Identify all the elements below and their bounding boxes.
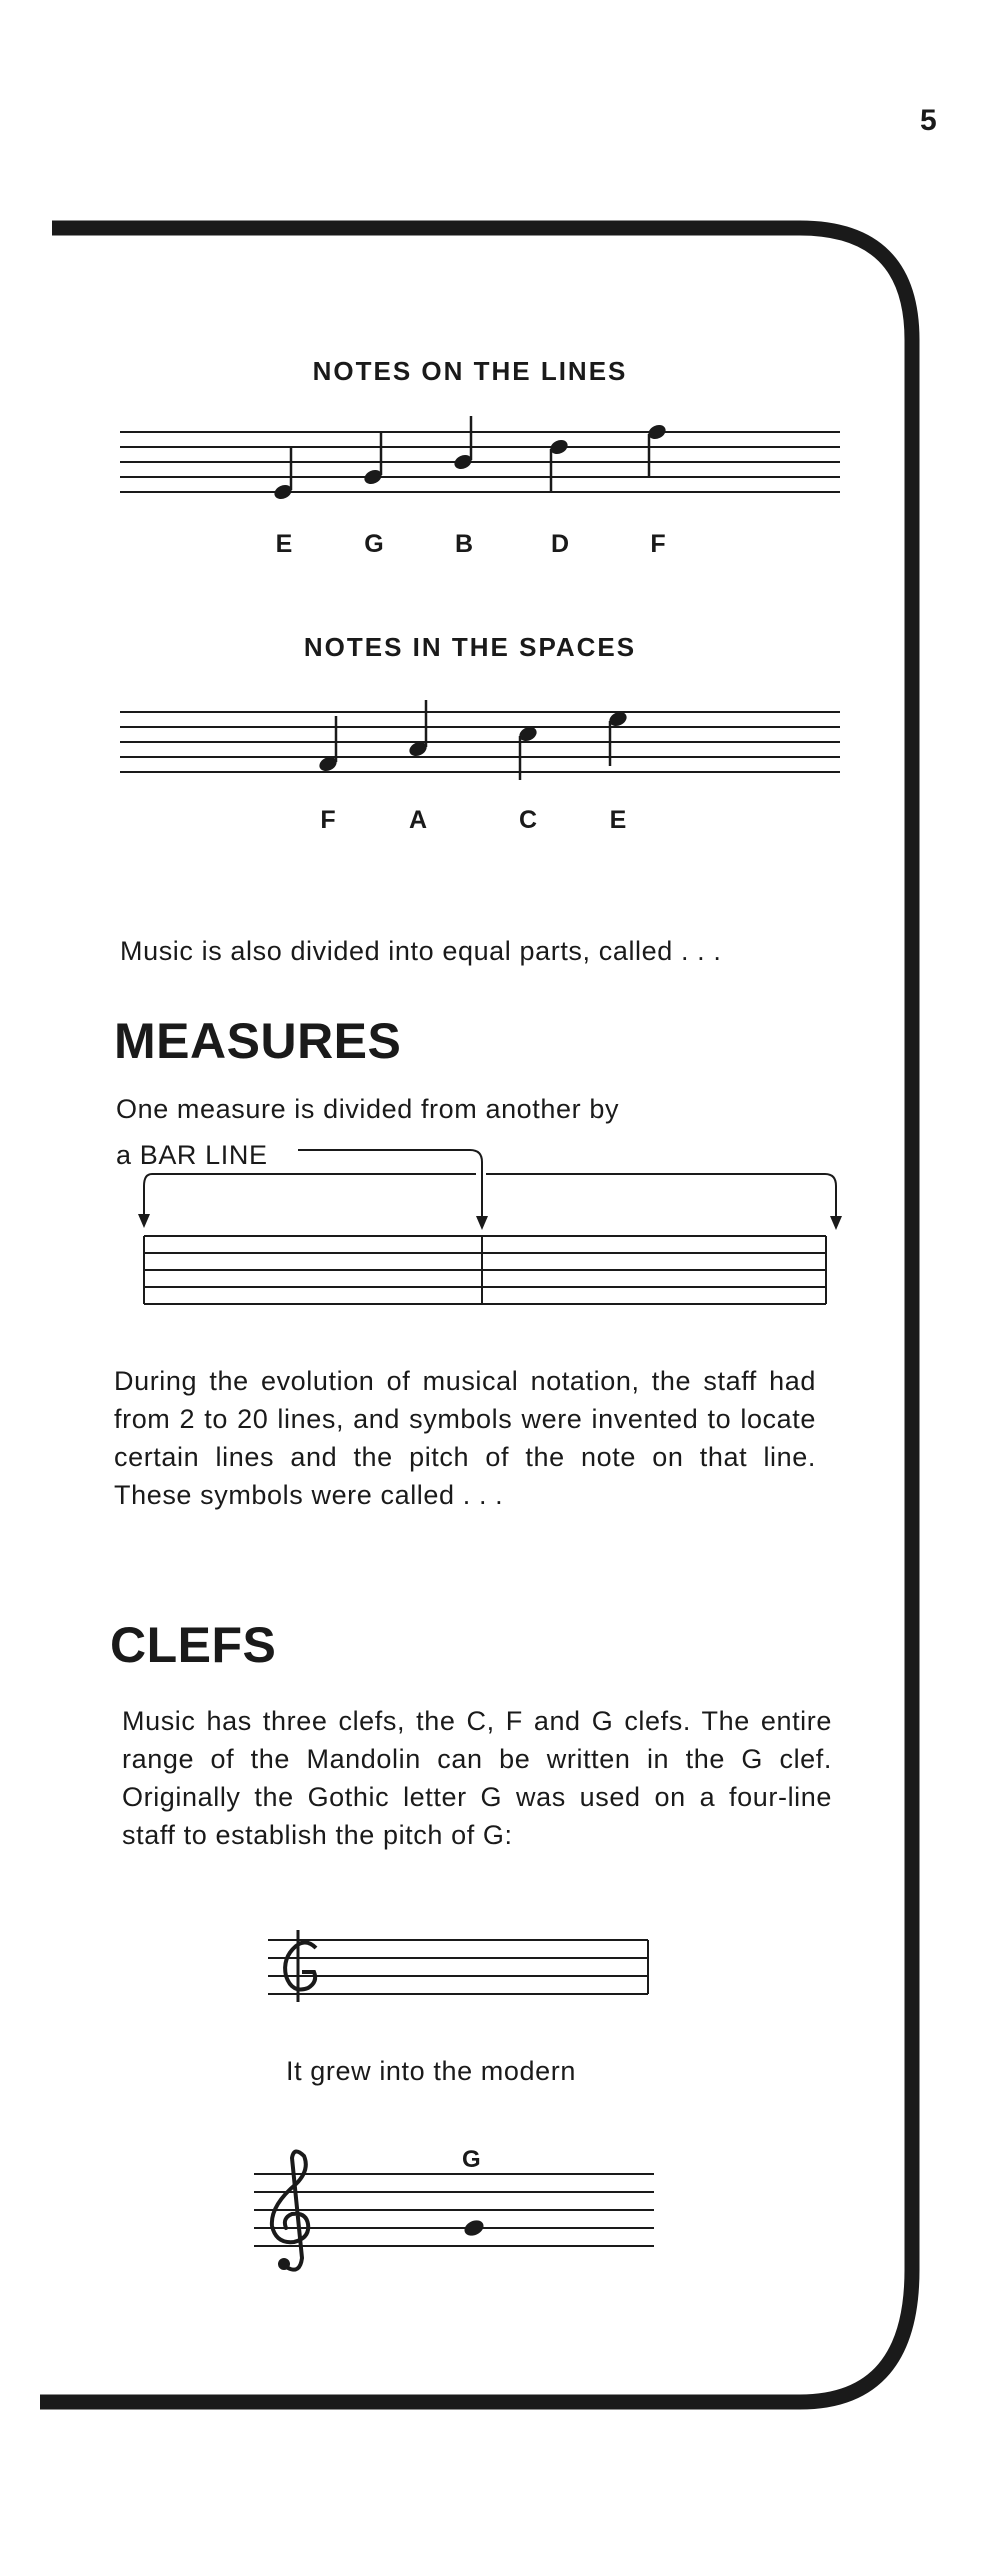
note-b <box>452 416 474 472</box>
note-label-g: G <box>364 530 384 558</box>
note-f <box>317 716 339 774</box>
note-label-e: E <box>275 530 293 558</box>
note-label-d: D <box>550 530 570 558</box>
notes-in-spaces-staff <box>120 700 840 800</box>
note-label-f: F <box>650 530 666 558</box>
clefs-paragraph: Music has three clefs, the C, F and G clefs. The entire range of the Mandolin can be written in the G clef. Originally the Gothic letter G was used on a four-line staff to establish the pitch of G: <box>122 1706 832 1850</box>
measures-description: One measure is divided from another by <box>116 1094 620 1124</box>
evolution-paragraph: During the evolution of musical notation, the staff had from 2 to 20 lines, and symbols were invented to locate certain lines and the pitch of the note on that line. These symbols were called . . . <box>114 1366 816 1510</box>
note-g <box>362 432 384 487</box>
grew-into-text: It grew into the modern <box>286 2056 576 2086</box>
note-label-b: B <box>454 530 474 558</box>
note-f <box>646 422 668 477</box>
note-label-e: E <box>609 806 627 834</box>
note-label-f: F <box>320 806 336 834</box>
measures-heading: MEASURES <box>114 1013 402 1069</box>
note-d <box>548 437 570 492</box>
note-a <box>407 700 429 759</box>
note-e <box>272 448 294 502</box>
bar-line-label: a BAR LINE <box>116 1140 268 1170</box>
measures-intro: Music is also divided into equal parts, called . . . <box>120 936 722 966</box>
page-number: 5 <box>920 104 937 137</box>
note-label-c: C <box>518 806 538 834</box>
gothic-g-staff <box>262 1920 662 2010</box>
notes-on-lines-title: NOTES ON THE LINES <box>312 356 628 386</box>
bar-line-diagram <box>130 1140 850 1320</box>
treble-clef-staff <box>250 2150 670 2280</box>
modern-note-label: G <box>462 2146 481 2173</box>
notes-in-spaces-title: NOTES IN THE SPACES <box>303 632 637 662</box>
notes-on-lines-staff <box>120 420 840 520</box>
note-label-a: A <box>408 806 428 834</box>
clefs-heading: CLEFS <box>110 1617 277 1673</box>
g-note <box>462 2217 486 2238</box>
